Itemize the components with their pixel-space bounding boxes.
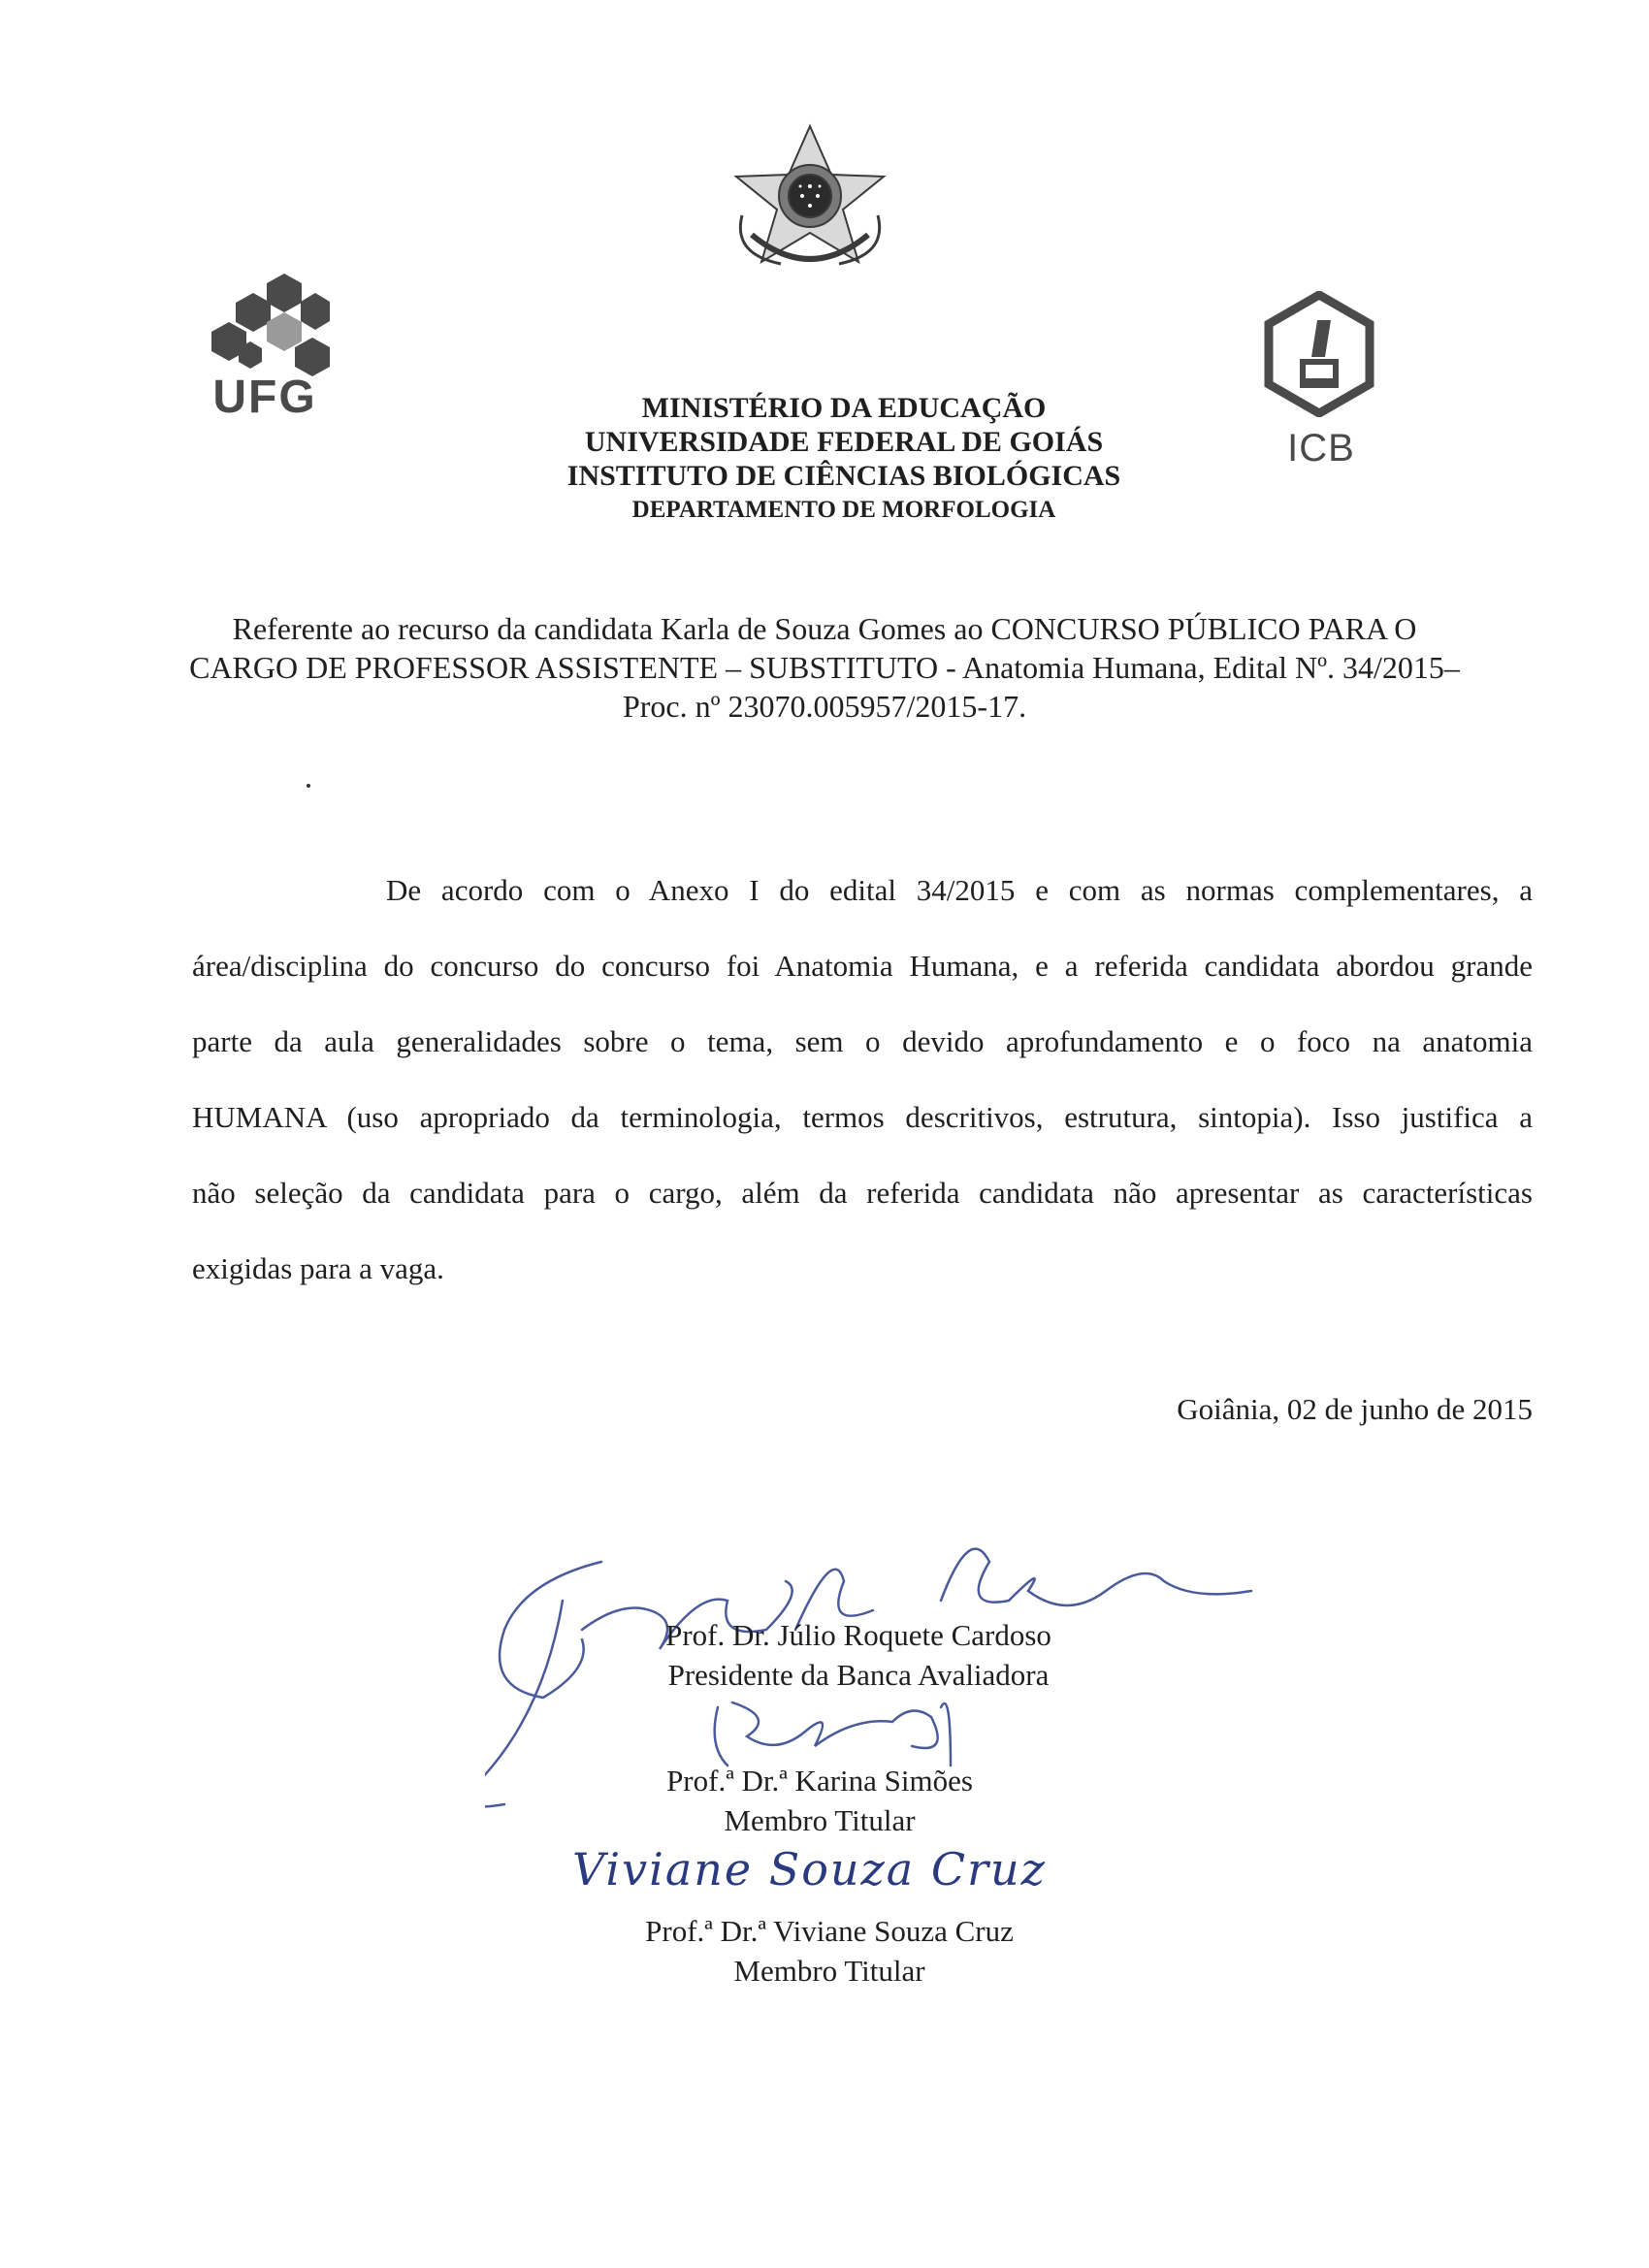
signatory-member-1 <box>504 1761 1135 1840</box>
ministry-name: MINISTÉRIO DA EDUCAÇÃO <box>641 392 1047 424</box>
signatory-name: Prof.ª Dr.ª Viviane Souza Cruz <box>645 1914 1014 1948</box>
signatory-name: Prof.ª Dr.ª Karina Simões <box>666 1764 973 1798</box>
ufg-hexagon-logo-icon <box>211 274 330 378</box>
university-name: UNIVERSIDADE FEDERAL DE GOIÁS <box>584 426 1104 458</box>
subject-line: Proc. nº 23070.005957/2015-17. <box>622 689 1027 724</box>
icb-logo-text: ICB <box>1287 427 1355 470</box>
body-line: De acordo com o Anexo I do edital 34/2015 e com as normas complementares, a <box>386 873 1533 907</box>
stray-dot <box>307 784 310 788</box>
body-line: exigidas para a vaga. <box>192 1251 444 1285</box>
department-name: DEPARTAMENTO DE MORFOLOGIA <box>631 497 1056 523</box>
signatory-role: Presidente da Banca Avaliadora <box>667 1658 1050 1692</box>
signatory-member-2 <box>514 1911 1145 1991</box>
signatory-role: Membro Titular <box>733 1954 925 1988</box>
document-date: Goiânia, 02 de junho de 2015 <box>1177 1392 1533 1426</box>
document-subject <box>175 609 1474 726</box>
handwritten-signature-text: Viviane Souza Cruz <box>572 1843 1047 1895</box>
brazil-coat-of-arms-icon <box>713 118 907 283</box>
subject-line: CARGO DE PROFESSOR ASSISTENTE – SUBSTITUTO - Anatomia Humana, Edital Nº. 34/2015– <box>189 650 1460 685</box>
signatory-president <box>543 1615 1174 1695</box>
body-paragraph <box>192 861 1533 1315</box>
body-line: parte da aula generalidades sobre o tema, sem o devido aprofundamento e o foco na anatomia <box>192 1024 1533 1058</box>
body-line: não seleção da candidata para o cargo, além da referida candidata não apresentar as características <box>192 1176 1533 1210</box>
viviane-handwritten-signature <box>572 1843 1193 1895</box>
ufg-logo-text: UFG <box>212 372 317 423</box>
subject-line: Referente ao recurso da candidata Karla de Souza Gomes ao CONCURSO PÚBLICO PARA O <box>232 611 1417 646</box>
body-line: área/disciplina do concurso do concurso foi Anatomia Humana, e a referida candidata abordou grande <box>192 949 1533 983</box>
signatory-name: Prof. Dr. Júlio Roquete Cardoso <box>665 1618 1051 1652</box>
institute-name: INSTITUTO DE CIÊNCIAS BIOLÓGICAS <box>566 460 1121 492</box>
institution-header <box>388 391 1300 527</box>
signatory-role: Membro Titular <box>724 1803 916 1837</box>
body-line: HUMANA (uso apropriado da terminologia, termos descritivos, estrutura, sintopia). Isso justifica a <box>192 1100 1533 1134</box>
